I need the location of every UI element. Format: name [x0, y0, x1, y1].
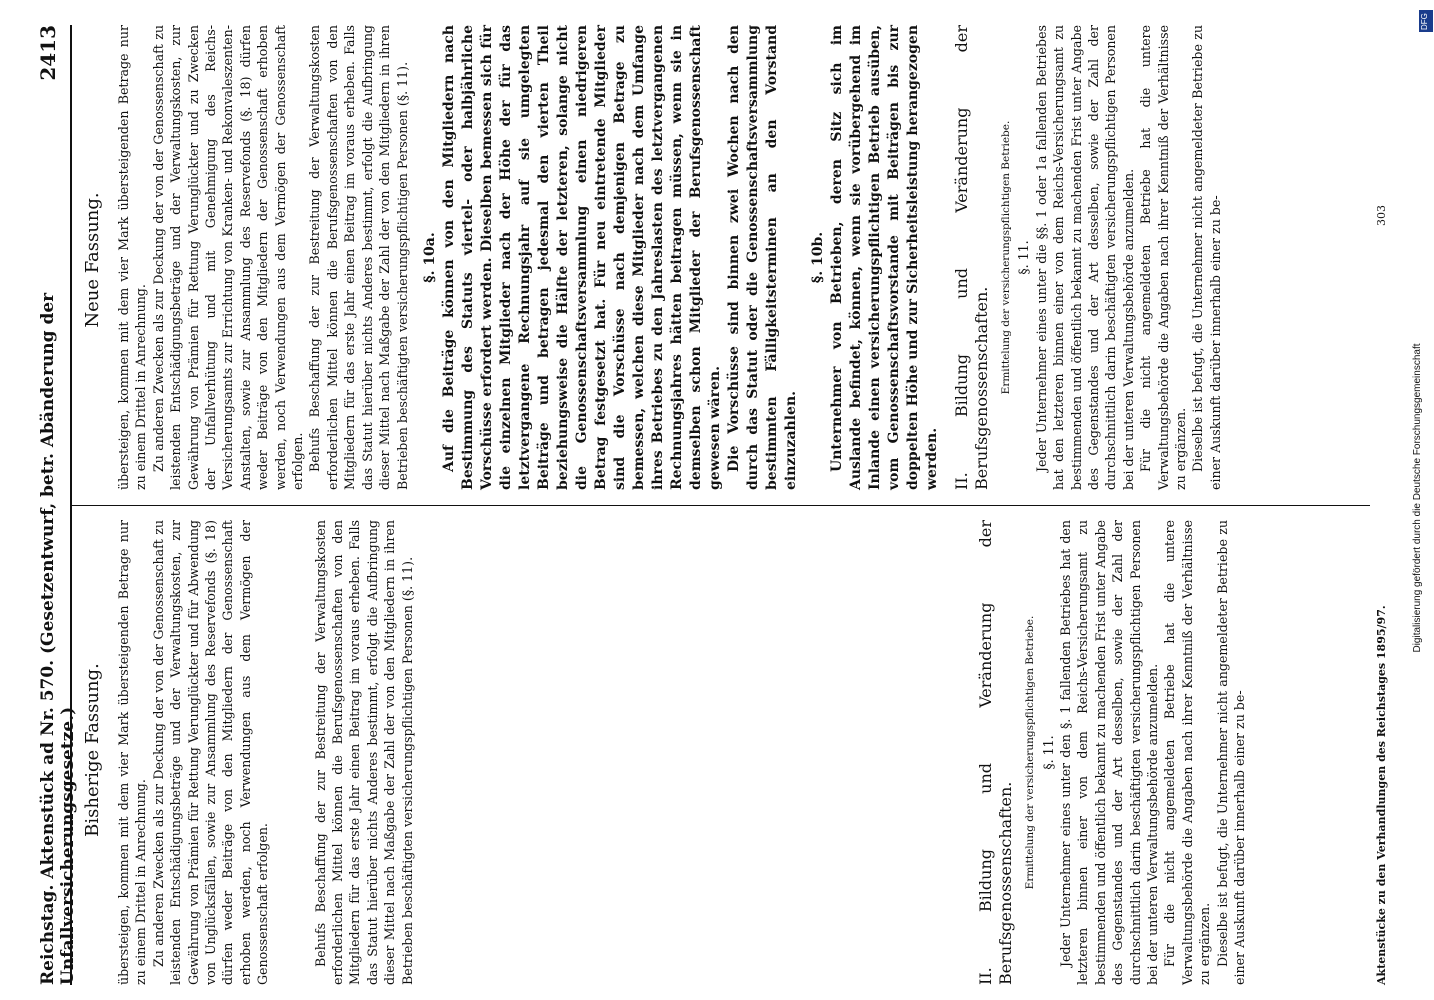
- old-paragraph-3: Behufs Beschaffung der zur Bestreitung der Verwaltungskosten erforderlichen Mittel können die Berufsgenossenschaften von den Mitgliedern für das erste Jahr einen Beitrag im voraus erheben. Falls das Statut hierüber nichts Anderes bestimmt, erfolgt die Aufbringung dieser Mittel nach Maßgabe der Zahl der von den Mitgliedern in ihren Betrieben beschäftigten versicherungspflichtigen Personen (§. 11).: [312, 520, 415, 985]
- page-number: 2413: [36, 25, 60, 81]
- page-header: [30, 25, 78, 985]
- old-paragraph-6: Dieselbe ist befugt, die Unternehmer nicht angemeldeter Betriebe zu einer Auskunft darüber innerhalb einer zu be-: [1214, 520, 1247, 985]
- document-page: [30, 25, 1410, 985]
- old-paragraph-2: Zu anderen Zwecken als zur Deckung der von der Genossenschaft zu leistenden Entschädigungsbeträge und der Verwaltungskosten, zur Gewährung von Prämien für Rettung Verunglückter und für Abwendung von Unglücksfällen, sowie zur Ansammlung des Reservefonds (§. 18) dürfen weder Beiträge von den Mitgliedern der Genossenschaft erhoben werden, noch Verwendungen aus dem Vermögen der Genossenschaft erfolgen.: [150, 520, 271, 985]
- old-paragraph-1: übersteigen, kommen mit dem vier Mark übersteigenden Betrage nur zu einem Drittel in Anrechnung.: [116, 520, 149, 985]
- new-paragraph-2: Zu anderen Zwecken als zur Deckung der von der Genossenschaft zu leistenden Entschädigungsbeträge und der Verwaltungskosten, zur Gewährung von Prämien für Rettung Verunglückter und zu Zwecken der Unfallverhütung und mit Genehmigung des Reichs-Versicherungsamts zur Errichtung von Kranken- und Rekonvaleszenten-Anstalten, sowie zur Ansammlung des Reservefonds (§. 18) dürfen weder Beiträge von den Mitgliedern der Genossenschaft erhoben werden, noch Verwendungen aus dem Vermögen der Genossenschaft erfolgen.: [150, 25, 306, 490]
- new-paragraph-10a-2: Die Vorschüsse sind binnen zwei Wochen nach den durch das Statut oder die Genossenschaftsversammlung bestimmten Fälligkeitsterminen an den Vorstand einzuzahlen.: [725, 25, 799, 490]
- new-column-title: Neue Fassung.: [82, 192, 103, 328]
- page-footer: [1375, 25, 1388, 985]
- old-section-heading: II. Bildung und Veränderung der Berufsgenossenschaften.: [976, 520, 1016, 985]
- old-paragraph-5: Für die nicht angemeldeten Betriebe hat die untere Verwaltungsbehörde die Angaben nach ihrer Kenntniß der Verhältnisse zu ergänzen.: [1162, 520, 1213, 985]
- new-paragraph-3: Behufs Beschaffung der zur Bestreitung der Verwaltungskosten erforderlichen Mittel können die Berufsgenossenschaften von den Mitgliedern für das erste Jahr einen Beitrag im voraus erheben. Falls das Statut hierüber nichts Anderes bestimmt, erfolgt die Aufbringung dieser Mittel nach Maßgabe der Zahl der von den Mitgliedern in ihren Betrieben beschäftigten versicherungspflichtigen Personen (§. 11).: [307, 25, 410, 490]
- new-paragraph-6: Dieselbe ist befugt, die Unternehmer nicht angemeldeter Betriebe zu einer Auskunft darüber innerhalb einer zu be-: [1190, 25, 1223, 490]
- new-par-10b: §. 10b.: [809, 231, 826, 284]
- new-paragraph-1: übersteigen, kommen mit dem vier Mark übersteigenden Betrage nur zu einem Drittel in Anrechnung.: [116, 25, 149, 490]
- new-paragraph-10b: Unternehmer von Betrieben, deren Sitz sich im Auslande befindet, können, wenn sie vorübergehend im Inlande einen versicherungspflichtigen Betrieb ausüben, vom Genossenschaftsvorstande mit Beiträgen bis zur doppelten Höhe und zur Sicherheitsleistung herangezogen werden.: [828, 25, 940, 490]
- old-subheading: Ermittelung der versicherungspflichtigen Betriebe.: [1024, 615, 1037, 890]
- old-paragraph-4: Jeder Unternehmer eines unter den §. 1 fallenden Betriebes hat den letzteren binnen einer von dem Reichs-Versicherungsamt zu bestimmenden und öffentlich bekannt zu machenden Frist unter Angabe des Gegenstandes und der Art desselben, sowie der Zahl der durchschnittlich darin beschäftigten versicherungspflichtigen Personen bei der unteren Verwaltungsbehörde anzumelden.: [1057, 520, 1160, 985]
- new-paragraph-4: Jeder Unternehmer eines unter die §§. 1 oder 1a fallenden Betriebes hat den letzteren binnen einer von dem Reichs-Versicherungsamt zu bestimmenden und öffentlich bekannt zu machenden Frist unter Angabe des Gegenstandes und der Art desselben, sowie der Zahl der durchschnittlich darin beschäftigten versicherungspflichtigen Personen bei der unteren Verwaltungsbehörde anzumelden.: [1033, 25, 1136, 490]
- dfg-logo: DFG: [1419, 10, 1433, 32]
- old-column-title: Bisherige Fassung.: [82, 663, 103, 837]
- footer-sheet-number: 303: [1375, 205, 1388, 226]
- footer-source: Aktenstücke zu den Verhandlungen des Reichstages 1895/97.: [1375, 605, 1388, 985]
- new-subheading: Ermittelung der versicherungspflichtigen Betriebe.: [999, 120, 1012, 395]
- new-paragraph-10a-1: Auf die Beiträge können von den Mitgliedern nach Bestimmung des Statuts viertel- oder halbjährliche Vorschüsse erfordert werden. Dieselben bemessen sich für die einzelnen Mitglieder nach der Höhe der für das letztvergangene Rechnungsjahr auf sie umgelegten Beiträge und betragen jedesmal den vierten Theil beziehungsweise die Hälfte der letzteren, solange nicht die Genossenschaftsversammlung einen niedrigeren Betrag festgesetzt hat. Für neu eintretende Mitglieder sind die Vorschüsse nach demjenigen Betrage zu bemessen, welchen diese Mitglieder nach dem Umfange ihres Betriebes zu den Jahreslasten des letztvergangenen Rechnungsjahres hätten beitragen müssen, wenn sie in demselben schon Mitglieder der Berufsgenossenschaft gewesen wären.: [440, 25, 723, 490]
- new-paragraph-5: Für die nicht angemeldeten Betriebe hat die untere Verwaltungsbehörde die Angaben nach ihrer Kenntniß der Verhältnisse zu ergänzen.: [1138, 25, 1188, 490]
- new-paragraph-number: §. 11.: [1016, 240, 1032, 275]
- header-title: Reichstag. Aktenstück ad Nr. 570. (Gesetzentwurf, betr. Abänderung der Unfallversicherungsgesetze.): [38, 292, 78, 985]
- column-divider: [70, 505, 1370, 506]
- old-column: [115, 520, 1248, 985]
- new-column: [115, 25, 1224, 490]
- digitization-note: Digitalisierung gefördert durch die Deutsche Forschungsgemeinschaft: [1412, 343, 1423, 653]
- new-par-10a: §. 10a.: [421, 232, 438, 283]
- new-section-heading: II. Bildung und Veränderung der Berufsgenossenschaften.: [951, 25, 991, 490]
- old-paragraph-number: §. 11.: [1040, 735, 1056, 770]
